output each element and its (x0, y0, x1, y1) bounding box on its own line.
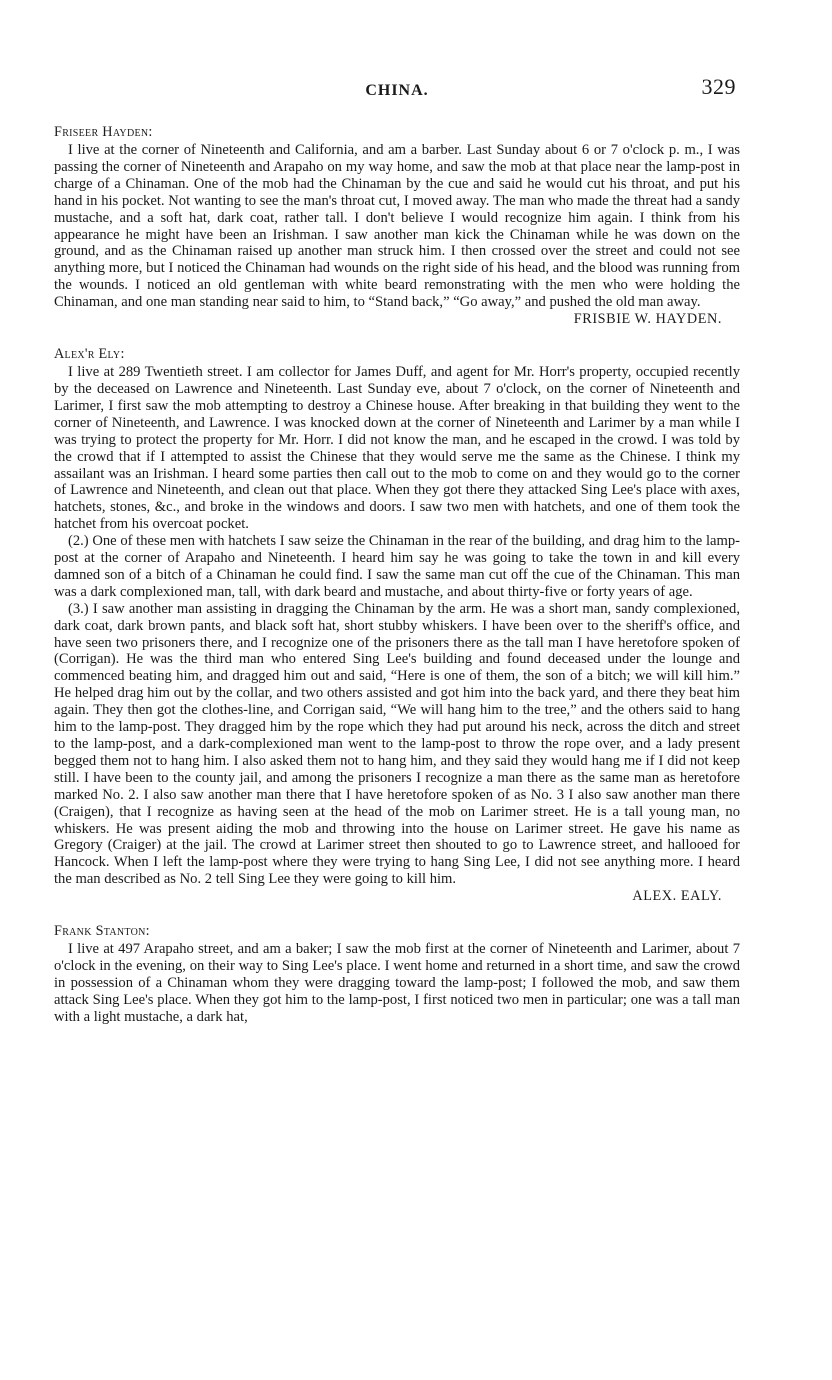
testimony-paragraph: I live at the corner of Nineteenth and California, and am a barber. Last Sunday about 6 or 7 o'clock p. m., I was passing the corner of Nineteenth and Arapaho on my way home, and saw the mob at that place near the lamp-post in charge of a Chinaman. One of the mob had the Chinaman by the cue and said he would cut his throat, and put his hand in his pocket. Not wanting to see the man's throat cut, I moved away. The man who made the threat had a sandy mustache, and a soft hat, dark coat, rather tall. I don't believe I would recognize him again. I think from his appearance he might have been an Irishman. I saw another man kick the Chinaman while he was down on the ground, and as the Chinaman raised up another man struck him. I then crossed over the street and could not see anything more, but I noticed the Chinaman had wounds on the right side of his head, and the blood was running from the wounds. I noticed an old gentleman with white beard remonstrating with the men who were holding the Chinaman, and one man standing near said to him, to “Stand back,” “Go away,” and pushed the old man away. (54, 142, 740, 311)
speaker-heading: Alex'r Ely: (54, 346, 125, 363)
testimony-ely (54, 346, 740, 905)
testimony-stanton (54, 923, 740, 1026)
signature: FRISBIE W. HAYDEN. (573, 311, 722, 328)
document-page (54, 68, 740, 1358)
testimony-hayden (54, 124, 740, 328)
running-title: CHINA. (365, 82, 429, 99)
running-header (54, 68, 740, 108)
signature: ALEX. EALY. (632, 888, 722, 905)
page-number: 329 (701, 74, 736, 99)
testimony-paragraph: (3.) I saw another man assisting in dragging the Chinaman by the arm. He was a short man, sandy complexioned, dark coat, dark brown pants, and black soft hat, short stubby whiskers. I have been over to the sheriff's office, and have seen two prisoners there, and I recognize one of the prisoners there as the tall man I have heretofore spoken of (Corrigan). He was the third man who entered Sing Lee's building and found deceased under the lounge and commenced beating him, and dragged him out and said, “Here is one of them, the son of a bitch; we will kill him.” He helped drag him out by the collar, and two others assisted and got him into the back yard, and there they beat him again. They then got the clothes-line, and Corrigan said, “We will hang him to the tree,” and the others said to hang him to the lamp-post. They dragged him by the rope which they had put around his neck, across the ditch and street to the lamp-post, and a dark-complexioned man went to the lamp-post to throw the rope over, and a lady present begged them not to hang him. I also asked them not to hang him, and they said they would hang me if I did not keep still. I have been to the county jail, and among the prisoners I recognize a man there as the same man as heretofore marked No. 2. I also saw another man there that I have heretofore spoken of as No. 3 I also saw another man there (Craigen), that I recognize as having seen at the head of the mob on Larimer street. He is a tall young man, no whiskers. He was present aiding the mob and throwing into the house on Larimer street. He gave his name as Gregory (Craiger) at the jail. The crowd at Larimer street then shouted to go to Lawrence street, and hallooed for Hancock. When I left the lamp-post where they were trying to hang Sing Lee, I did not see anything more. I heard the man described as No. 2 tell Sing Lee they were going to kill him. (54, 600, 740, 888)
testimony-paragraph: I live at 289 Twentieth street. I am collector for James Duff, and agent for Mr. Horr's property, occupied recently by the deceased on Lawrence and Nineteenth. Last Sunday eve, about 7 o'clock, on the corner of Nineteenth and Larimer, I first saw the mob attempting to destroy a Chinese house. After breaking in that building they went to the corner of Nineteenth, and Lawrence. I was knocked down at the corner of Nineteenth and Larimer by a man while I was trying to protect the property for Mr. Horr. I did not know the man, and he escaped in the crowd. I was told by the crowd that if I attempted to assist the Chinese that they would serve me the same as the Chinese. I think my assailant was an Irishman. I heard some parties then call out to the mob to come on and they would go to the corner of Lawrence and Nineteenth, and clean out that place. When they got there they attacked Sing Lee's place with axes, hatchets, stones, &c., and broke in the windows and doors. I saw two men with hatchets, and one of them took the hatchet from his overcoat pocket. (54, 364, 740, 533)
speaker-heading: Friseer Hayden: (54, 124, 153, 140)
speaker-heading: Frank Stanton: (54, 923, 150, 940)
testimony-paragraph: (2.) One of these men with hatchets I saw seize the Chinaman in the rear of the building, and drag him to the lamp-post at the corner of Arapaho and Nineteenth. I heard him say he was going to take the town in and kill every damned son of a bitch of a Chinaman he could find. I saw the same man cut off the cue of the Chinaman. This man was a dark complexioned man, tall, with dark beard and mustache, and about thirty-five or forty years of age. (54, 533, 740, 600)
testimony-paragraph: I live at 497 Arapaho street, and am a baker; I saw the mob first at the corner of Nineteenth and Larimer, about 7 o'clock in the evening, on their way to Sing Lee's place. I went home and returned in a short time, and saw the crowd in possession of a Chinaman whom they were dragging toward the lamp-post; I followed the mob, and saw them attack Sing Lee's place. When they got him to the lamp-post, I first noticed two men in particular; one was a tall man with a light mustache, a dark hat, (54, 941, 740, 1025)
